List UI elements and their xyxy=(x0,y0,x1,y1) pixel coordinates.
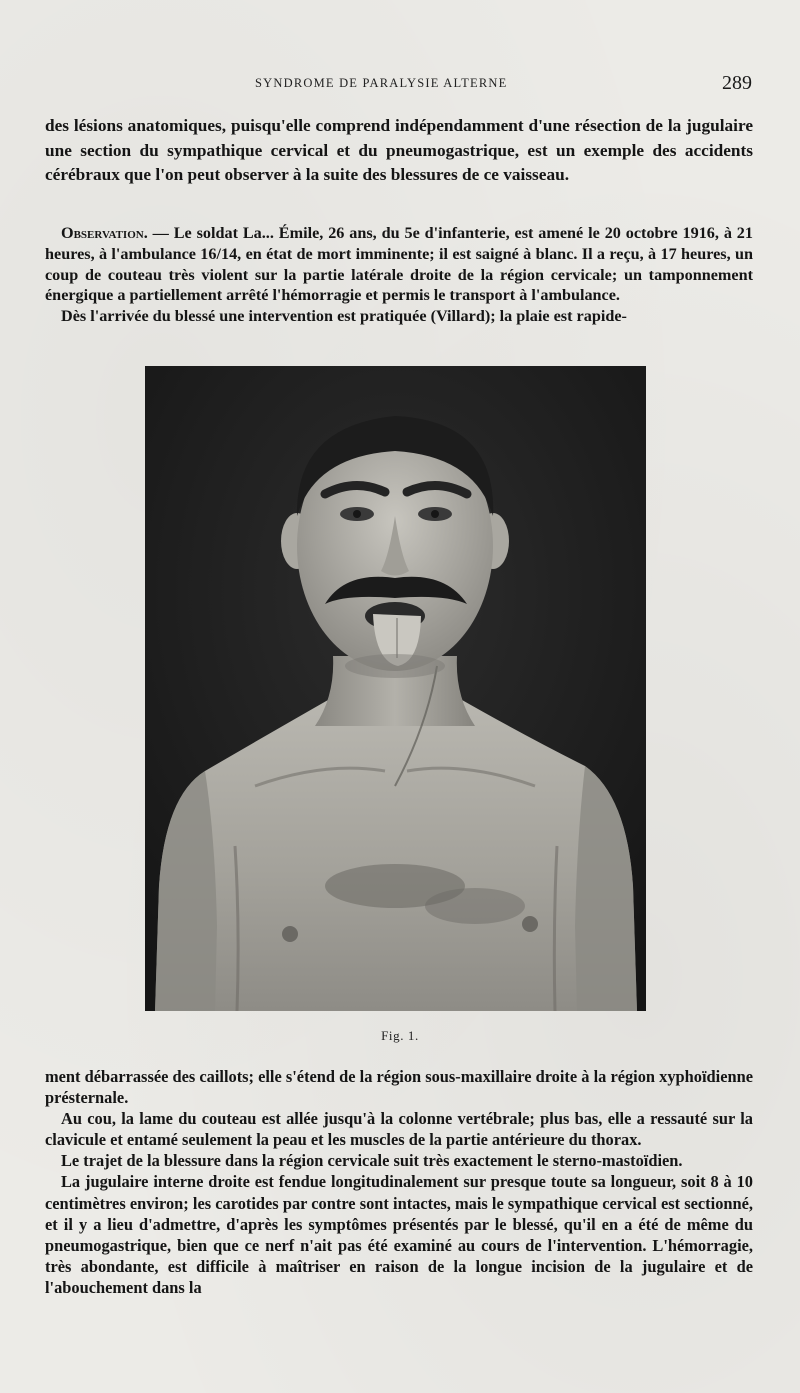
text-block-top xyxy=(45,114,753,188)
observation-block xyxy=(45,223,753,327)
observation-text: — Le soldat La... Émile, 26 ans, du 5e d'infanterie, est amené le 20 octobre 1916, à 21 heures, à l'ambulance 16/14, en état de mort imminente; il est saigné à blanc. Il a reçu, à 17 heures, un coup de couteau très violent sur la partie latérale droite de la région cervicale; un tamponnement énergique a partiellement arrêté l'hémorragie et permis le transport à l'ambulance. xyxy=(45,224,753,305)
patient-photograph xyxy=(145,366,646,1011)
paragraph: La jugulaire interne droite est fendue longitudinalement sur presque toute sa longueur, soit 8 à 10 centimètres environ; les carotides par contre sont intactes, mais le sympathique cervical est sectionné, et il y a lieu d'admettre, d'après les symptômes présentés par le blessé, qu'il en a été de même du pneumogastrique, bien que ce nerf n'ait pas été examiné au cours de l'intervention. L'hémorragie, très abondante, est difficile à maîtriser en raison de la longue incision de la jugulaire et de l'abouchement dans la xyxy=(45,1172,753,1297)
figure-photograph xyxy=(145,366,646,1011)
paragraph: Le trajet de la blessure dans la région cervicale suit très exactement le sterno-mastoïdien. xyxy=(61,1151,683,1171)
figure-caption: Fig. 1. xyxy=(381,1028,419,1043)
text-block-bottom xyxy=(45,1066,753,1298)
paragraph: Au cou, la lame du couteau est allée jusqu'à la colonne vertébrale; plus bas, elle a ressauté sur la clavicule et entamé seulement la peau et les muscles de la partie antérieure du thorax. xyxy=(45,1109,753,1150)
observation-continuation: Dès l'arrivée du blessé une intervention est pratiquée (Villard); la plaie est rapide- xyxy=(61,307,627,326)
observation-paragraph xyxy=(45,223,753,306)
paragraph-continuation: des lésions anatomiques, puisqu'elle comprend indépendamment d'une résection de la jugulaire une section du sympathique cervical et du pneumogastrique, est un exemple des accidents cérébraux que l'on peut observer à la suite des blessures de ce vaisseau. xyxy=(45,116,753,184)
paragraph: ment débarrassée des caillots; elle s'étend de la région sous-maxillaire droite à la région xyphoïdienne présternale. xyxy=(45,1067,753,1108)
running-head: SYNDROME DE PARALYSIE ALTERNE xyxy=(255,76,508,90)
page-number: 289 xyxy=(722,72,752,94)
observation-label: Observation. xyxy=(61,224,148,242)
